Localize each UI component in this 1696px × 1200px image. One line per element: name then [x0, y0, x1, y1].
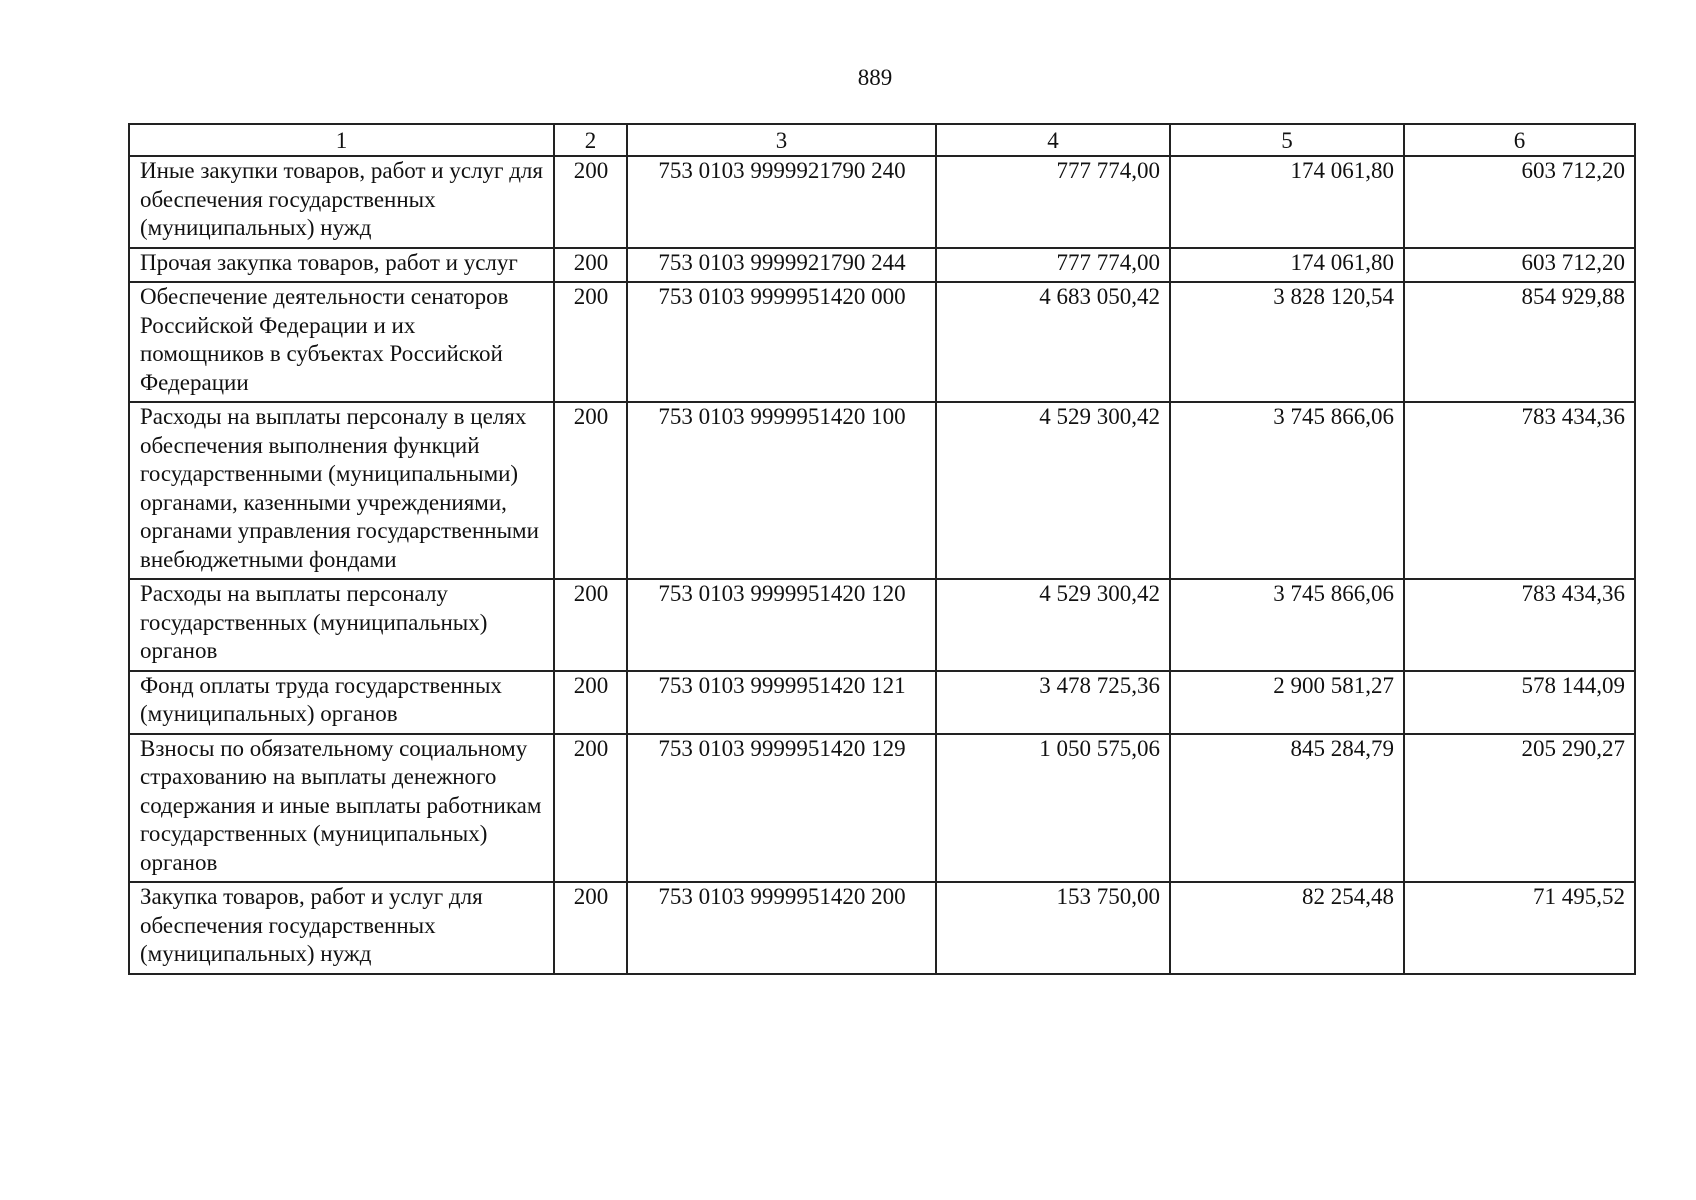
row-executed-amount: 845 284,79 [1170, 734, 1404, 883]
row-approved-amount: 777 774,00 [936, 248, 1170, 283]
row-unexecuted-amount: 783 434,36 [1404, 402, 1635, 579]
row-unexecuted-amount: 854 929,88 [1404, 282, 1635, 402]
row-admin-code: 200 [554, 882, 627, 974]
row-unexecuted-amount: 205 290,27 [1404, 734, 1635, 883]
table-row [129, 579, 1635, 671]
row-executed-amount: 174 061,80 [1170, 156, 1404, 248]
row-budget-code: 753 0103 9999951420 200 [627, 882, 936, 974]
table-row [129, 882, 1635, 974]
table-row [129, 671, 1635, 734]
row-admin-code: 200 [554, 402, 627, 579]
row-name: Расходы на выплаты персоналу в целях обеспечения выполнения функций государственными (муниципальными) органами, казенными учреждениями, органами управления государственными внебюджетными фондами [129, 402, 554, 579]
row-approved-amount: 4 529 300,42 [936, 402, 1170, 579]
row-admin-code: 200 [554, 248, 627, 283]
row-approved-amount: 777 774,00 [936, 156, 1170, 248]
column-header-4: 4 [936, 124, 1170, 156]
row-name: Фонд оплаты труда государственных (муниципальных) органов [129, 671, 554, 734]
row-name: Иные закупки товаров, работ и услуг для обеспечения государственных (муниципальных) нужд [129, 156, 554, 248]
row-admin-code: 200 [554, 671, 627, 734]
row-executed-amount: 3 745 866,06 [1170, 579, 1404, 671]
row-approved-amount: 3 478 725,36 [936, 671, 1170, 734]
row-executed-amount: 82 254,48 [1170, 882, 1404, 974]
row-name: Прочая закупка товаров, работ и услуг [129, 248, 554, 283]
row-approved-amount: 1 050 575,06 [936, 734, 1170, 883]
row-name: Закупка товаров, работ и услуг для обеспечения государственных (муниципальных) нужд [129, 882, 554, 974]
row-executed-amount: 2 900 581,27 [1170, 671, 1404, 734]
row-executed-amount: 3 745 866,06 [1170, 402, 1404, 579]
table-row [129, 248, 1635, 283]
row-admin-code: 200 [554, 156, 627, 248]
row-budget-code: 753 0103 9999951420 129 [627, 734, 936, 883]
row-executed-amount: 3 828 120,54 [1170, 282, 1404, 402]
row-executed-amount: 174 061,80 [1170, 248, 1404, 283]
row-approved-amount: 4 529 300,42 [936, 579, 1170, 671]
page-number: 889 [857, 65, 893, 90]
row-unexecuted-amount: 783 434,36 [1404, 579, 1635, 671]
row-budget-code: 753 0103 9999951420 120 [627, 579, 936, 671]
column-header-1: 1 [129, 124, 554, 156]
row-budget-code: 753 0103 9999951420 121 [627, 671, 936, 734]
row-name: Взносы по обязательному социальному страхованию на выплаты денежного содержания и иные выплаты работникам государственных (муниципальных) органов [129, 734, 554, 883]
row-name: Расходы на выплаты персоналу государственных (муниципальных) органов [129, 579, 554, 671]
row-admin-code: 200 [554, 579, 627, 671]
row-unexecuted-amount: 71 495,52 [1404, 882, 1635, 974]
row-budget-code: 753 0103 9999921790 240 [627, 156, 936, 248]
row-approved-amount: 4 683 050,42 [936, 282, 1170, 402]
column-header-5: 5 [1170, 124, 1404, 156]
row-budget-code: 753 0103 9999951420 100 [627, 402, 936, 579]
budget-table [128, 123, 1636, 975]
row-admin-code: 200 [554, 282, 627, 402]
row-unexecuted-amount: 603 712,20 [1404, 248, 1635, 283]
row-unexecuted-amount: 578 144,09 [1404, 671, 1635, 734]
column-header-2: 2 [554, 124, 627, 156]
table-row [129, 402, 1635, 579]
table-row [129, 156, 1635, 248]
table-row [129, 734, 1635, 883]
row-name: Обеспечение деятельности сенаторов Российской Федерации и их помощников в субъектах Российской Федерации [129, 282, 554, 402]
row-unexecuted-amount: 603 712,20 [1404, 156, 1635, 248]
table-row [129, 282, 1635, 402]
column-header-3: 3 [627, 124, 936, 156]
row-budget-code: 753 0103 9999921790 244 [627, 248, 936, 283]
column-header-6: 6 [1404, 124, 1635, 156]
row-approved-amount: 153 750,00 [936, 882, 1170, 974]
row-admin-code: 200 [554, 734, 627, 883]
table-header-row [129, 124, 1635, 156]
row-budget-code: 753 0103 9999951420 000 [627, 282, 936, 402]
